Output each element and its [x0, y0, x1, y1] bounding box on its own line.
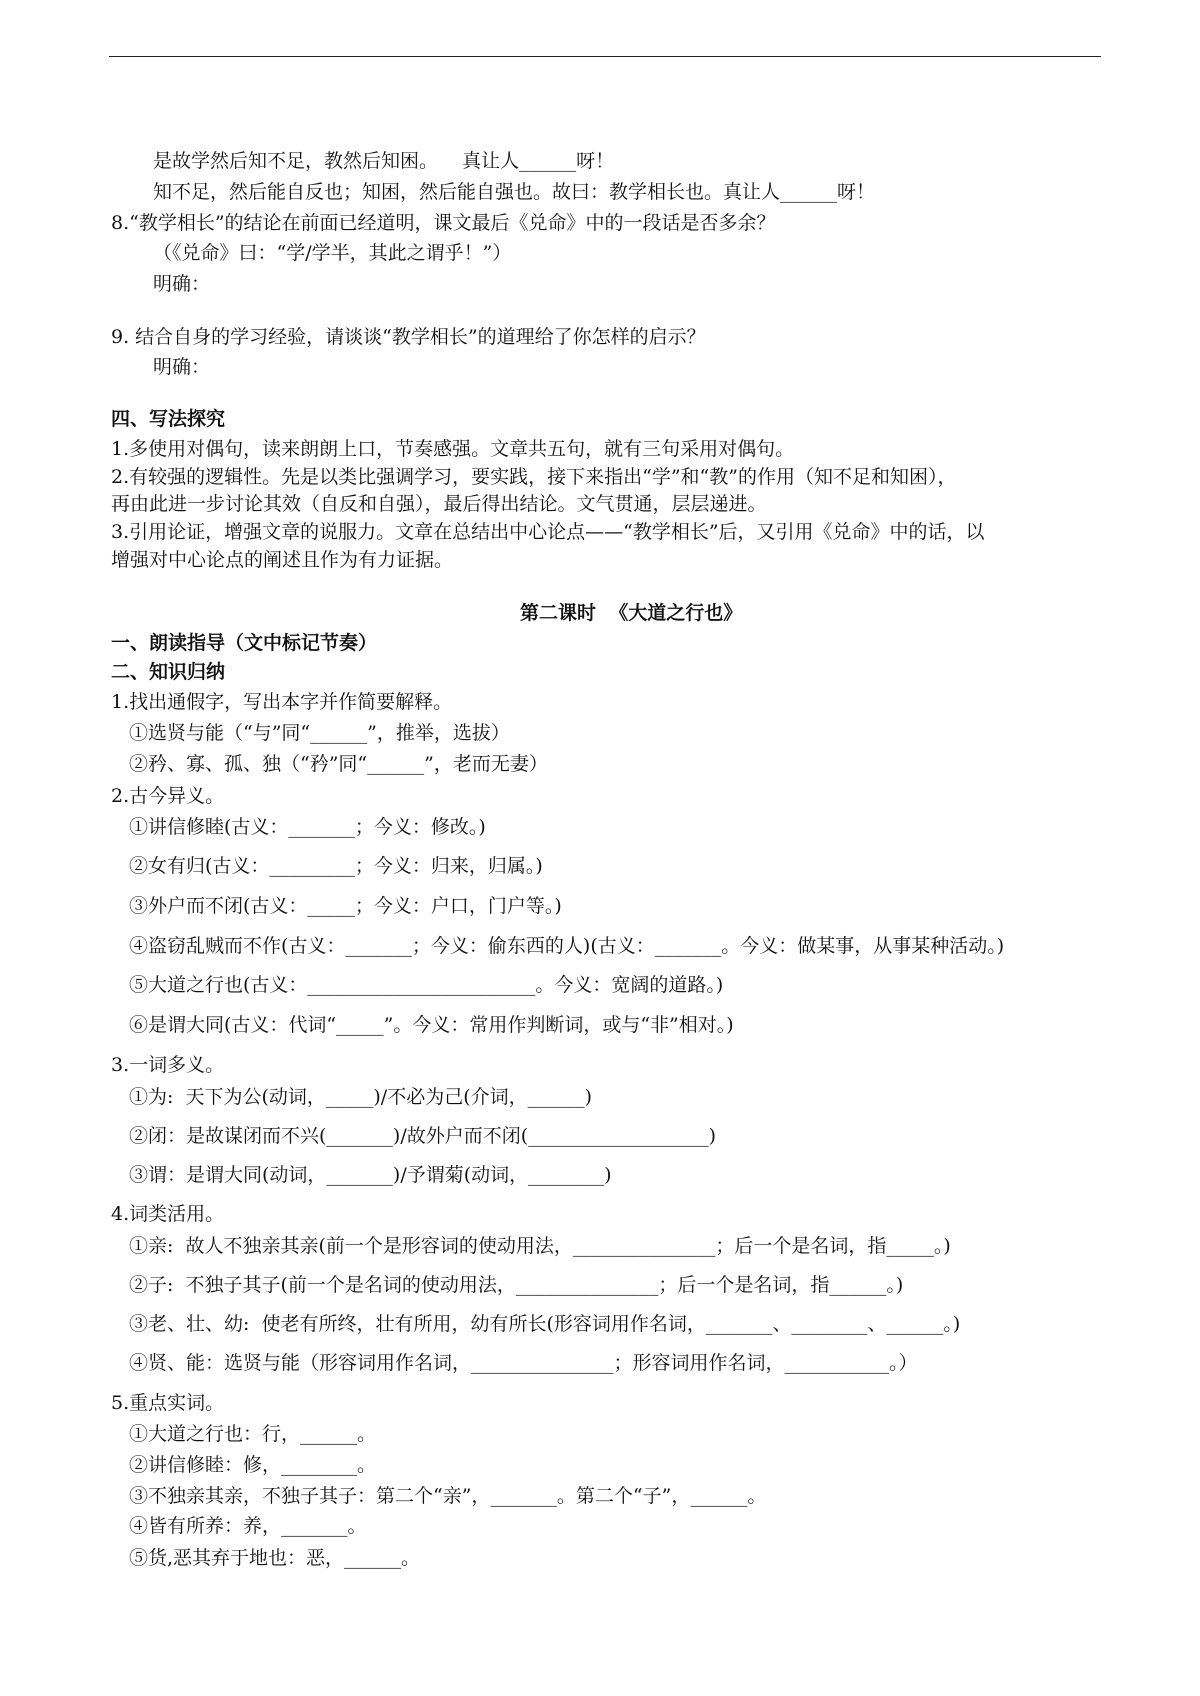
- text-line: ②讲信修睦：修，________。: [129, 1454, 377, 1476]
- text-line: ③不独亲其亲，不独子其子：第二个“亲”，_______。第二个“子”，______。: [129, 1485, 767, 1507]
- text-line: 1.多使用对偶句，读来朗朗上口，节奏感强。文章共五句，就有三句采用对偶句。: [111, 438, 795, 460]
- text-line: ④贤、能：选贤与能（形容词用作名词，_______________；形容词用作名词，___________。）: [129, 1352, 918, 1374]
- text-line: ①大道之行也：行，______。: [129, 1423, 377, 1445]
- text-line: 5.重点实词。: [111, 1392, 225, 1414]
- text-line: ②闭：是故谋闭而不兴(_______)/故外户而不闭(___________________): [129, 1125, 717, 1147]
- text-line: ②女有归(古义：_________；今义：归来，归属。): [129, 855, 543, 877]
- text-line: ⑤大道之行也(古义：________________________。今义：宽阔的道路。): [129, 974, 724, 996]
- text-line: ①选贤与能（“与”同“______”，推举，选拔）: [129, 722, 510, 744]
- text-line: 2.古今异义。: [111, 785, 225, 807]
- text-line: ①为: 天下为公(动词，_____)/不必为己(介词，______): [129, 1086, 593, 1108]
- text-line: 4.词类活用。: [111, 1203, 225, 1225]
- text-line: ②矜、寡、孤、独（“矜”同“______”，老而无妻）: [129, 753, 548, 775]
- text-line: 第二课时 《大道之行也》: [520, 602, 743, 624]
- text-line: 四、写法探究: [111, 408, 226, 430]
- text-line: 明确：: [153, 273, 211, 295]
- text-line: 知不足，然后能自反也；知困，然后能自强也。故曰：教学相长也。真让人______呀！: [153, 181, 876, 203]
- text-line: （《兑命》曰：“学/学半，其此之谓乎！”）: [153, 242, 512, 264]
- text-line: ③老、壮、幼: 使老有所终，壮有所用，幼有所长(形容词用作名词，_______、________、______。): [129, 1313, 961, 1335]
- text-line: ⑥是谓大同(古义：代词“_____”。今义：常用作判断词，或与“非”相对。): [129, 1014, 734, 1036]
- text-line: 二、知识归纳: [111, 661, 226, 683]
- text-line: 2.有较强的逻辑性。先是以类比强调学习，要实践，接下来指出“学”和“教”的作用（知不足和知困），: [111, 466, 957, 488]
- text-line: 明确：: [153, 356, 211, 378]
- text-line: ④皆有所养：养，_______。: [129, 1515, 367, 1537]
- text-line: 是故学然后知不足，教然后知困。 真让人______呀！: [153, 150, 615, 172]
- header-rule: [109, 56, 1101, 57]
- text-line: ④盗窃乱贼而不作(古义：_______；今义：偷东西的人)(古义：_______。今义：做某事，从事某种活动。): [129, 935, 1005, 957]
- text-line: ⑤货,恶其弃于地也：恶，______。: [129, 1547, 421, 1569]
- text-line: 8.“教学相长”的结论在前面已经道明，课文最后《兑命》中的一段话是否多余？: [111, 212, 776, 234]
- text-line: ①亲: 故人不独亲其亲(前一个是形容词的使动用法，_______________；后一个是名词，指_____。): [129, 1235, 951, 1257]
- text-line: 增强对中心论点的阐述且作为有力证据。: [111, 549, 454, 571]
- text-line: ③谓：是谓大同(动词，_______)/予谓菊(动词，________): [129, 1164, 612, 1186]
- text-line: 一、朗读指导（文中标记节奏）: [111, 632, 378, 654]
- text-line: 再由此进一步讨论其效（自反和自强），最后得出结论。文气贯通，层层递进。: [111, 493, 767, 515]
- text-line: 3.引用论证，增强文章的说服力。文章在总结出中心论点——“教学相长”后，又引用《兑命》中的话，以: [111, 521, 985, 543]
- text-line: 1.找出通假字，写出本字并作简要解释。: [111, 691, 453, 713]
- text-line: ③外户而不闭(古义：_____；今义：户口，门户等。): [129, 895, 562, 917]
- text-line: ②子: 不独子其子(前一个是名词的使动用法，_______________；后一个是名词，指______。): [129, 1274, 904, 1296]
- text-line: ①讲信修睦(古义：_______；今义：修改。): [129, 816, 486, 838]
- text-line: 9. 结合自身的学习经验，请谈谈“教学相长”的道理给了你怎样的启示？: [111, 326, 706, 348]
- text-line: 3.一词多义。: [111, 1054, 225, 1076]
